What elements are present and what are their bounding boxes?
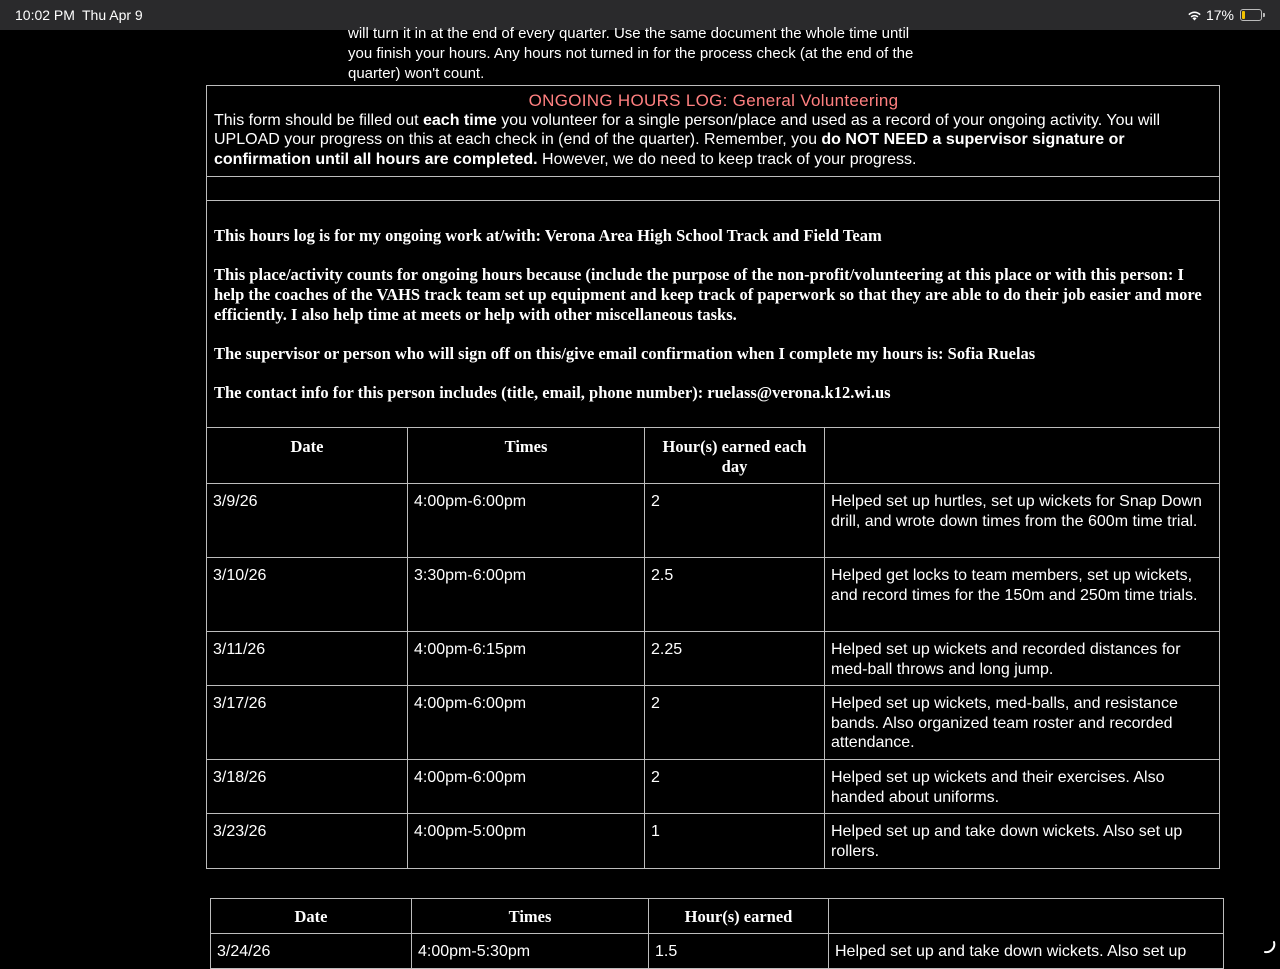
cell-hours: 2 bbox=[645, 484, 825, 558]
table-row bbox=[207, 484, 1220, 558]
form-description: This form should be filled out each time you volunteer for a single person/place and used as a record of your ongoing activity. You will UPLOAD your progress on this at each check in (end of the quarter). Remember, you do NOT NEED a supervisor signature or confirmation until all hours are completed. However, we do need to keep track of your progress. bbox=[214, 111, 1161, 168]
cell-description: Helped set up wickets and recorded distances for med-ball throws and long jump. bbox=[825, 632, 1220, 686]
table-row bbox=[207, 760, 1220, 814]
info-cell bbox=[207, 201, 1220, 428]
cell-hours: 1.5 bbox=[649, 934, 829, 969]
cell-times: 3:30pm-6:00pm bbox=[408, 558, 645, 632]
table-row bbox=[207, 558, 1220, 632]
header-description bbox=[829, 899, 1224, 934]
cell-date: 3/18/26 bbox=[207, 760, 408, 814]
form-title: ONGOING HOURS LOG: General Volunteering bbox=[528, 91, 899, 110]
header-times: Times bbox=[408, 428, 645, 484]
header-date: Date bbox=[207, 428, 408, 484]
header-date: Date bbox=[211, 899, 412, 934]
cell-hours: 2.5 bbox=[645, 558, 825, 632]
intro-text bbox=[348, 24, 968, 84]
cell-times: 4:00pm-5:00pm bbox=[408, 814, 645, 869]
cell-times: 4:00pm-6:00pm bbox=[408, 760, 645, 814]
table-row bbox=[207, 686, 1220, 760]
info-supervisor: The supervisor or person who will sign off on this/give email confirmation when I complete my hours is: Sofia Ruelas bbox=[214, 344, 1036, 363]
loading-spinner-icon bbox=[1262, 940, 1276, 954]
cell-times: 4:00pm-6:15pm bbox=[408, 632, 645, 686]
cell-description: Helped set up and take down wickets. Also set up rollers. bbox=[825, 814, 1220, 869]
status-indicators bbox=[1187, 7, 1262, 23]
hours-log-table-continued bbox=[210, 898, 1224, 969]
battery-icon bbox=[1240, 9, 1262, 21]
cell-description: Helped set up hurtles, set up wickets for Snap Down drill, and wrote down times from the 600m time trial. bbox=[825, 484, 1220, 558]
cell-times: 4:00pm-5:30pm bbox=[412, 934, 649, 969]
table-row bbox=[207, 632, 1220, 686]
table-header-row bbox=[211, 899, 1224, 934]
header-description bbox=[825, 428, 1220, 484]
cell-description: Helped get locks to team members, set up wickets, and record times for the 150m and 250m time trials. bbox=[825, 558, 1220, 632]
info-purpose: This place/activity counts for ongoing hours because (include the purpose of the non-profit/volunteering at this place or with this person: I help the coaches of the VAHS track team set up equipment and keep track of paperwork so that they are able to do their job easier and more efficiently. I also help time at meets or help with other miscellaneous tasks. bbox=[214, 265, 1202, 324]
cell-times: 4:00pm-6:00pm bbox=[408, 484, 645, 558]
battery-percent: 17% bbox=[1205, 7, 1234, 23]
cell-hours: 2 bbox=[645, 686, 825, 760]
wifi-icon bbox=[1187, 10, 1202, 21]
cell-date: 3/10/26 bbox=[207, 558, 408, 632]
status-date: Thu Apr 9 bbox=[82, 7, 143, 23]
cell-hours: 2.25 bbox=[645, 632, 825, 686]
info-workplace: This hours log is for my ongoing work at/with: Verona Area High School Track and Field Team bbox=[214, 226, 882, 245]
spacer-row bbox=[207, 177, 1220, 201]
intro-line: quarter) won't count. bbox=[348, 65, 485, 82]
header-hours: Hour(s) earned bbox=[649, 899, 829, 934]
cell-hours: 1 bbox=[645, 814, 825, 869]
hours-log-table bbox=[206, 85, 1220, 869]
cell-hours: 2 bbox=[645, 760, 825, 814]
cell-date: 3/17/26 bbox=[207, 686, 408, 760]
table-row bbox=[211, 934, 1224, 969]
intro-line: will turn it in at the end of every quarter. Use the same document the whole time until bbox=[348, 25, 910, 42]
cell-date: 3/23/26 bbox=[207, 814, 408, 869]
info-contact: The contact info for this person includes (title, email, phone number): ruelass@verona.k12.wi.us bbox=[214, 383, 891, 402]
cell-description: Helped set up wickets and their exercises. Also handed about uniforms. bbox=[825, 760, 1220, 814]
header-times: Times bbox=[412, 899, 649, 934]
cell-description: Helped set up wickets, med-balls, and resistance bands. Also organized team roster and recorded attendance. bbox=[825, 686, 1220, 760]
table-row bbox=[207, 814, 1220, 869]
cell-date: 3/11/26 bbox=[207, 632, 408, 686]
intro-line: you finish your hours. Any hours not turned in for the process check (at the end of the bbox=[348, 45, 914, 62]
status-time: 10:02 PM bbox=[15, 7, 75, 23]
cell-times: 4:00pm-6:00pm bbox=[408, 686, 645, 760]
cell-date: 3/24/26 bbox=[211, 934, 412, 969]
cell-description: Helped set up and take down wickets. Also set up bbox=[829, 934, 1224, 969]
cell-date: 3/9/26 bbox=[207, 484, 408, 558]
form-header-cell bbox=[207, 86, 1220, 177]
header-hours: Hour(s) earned each day bbox=[645, 428, 825, 484]
table-header-row bbox=[207, 428, 1220, 484]
